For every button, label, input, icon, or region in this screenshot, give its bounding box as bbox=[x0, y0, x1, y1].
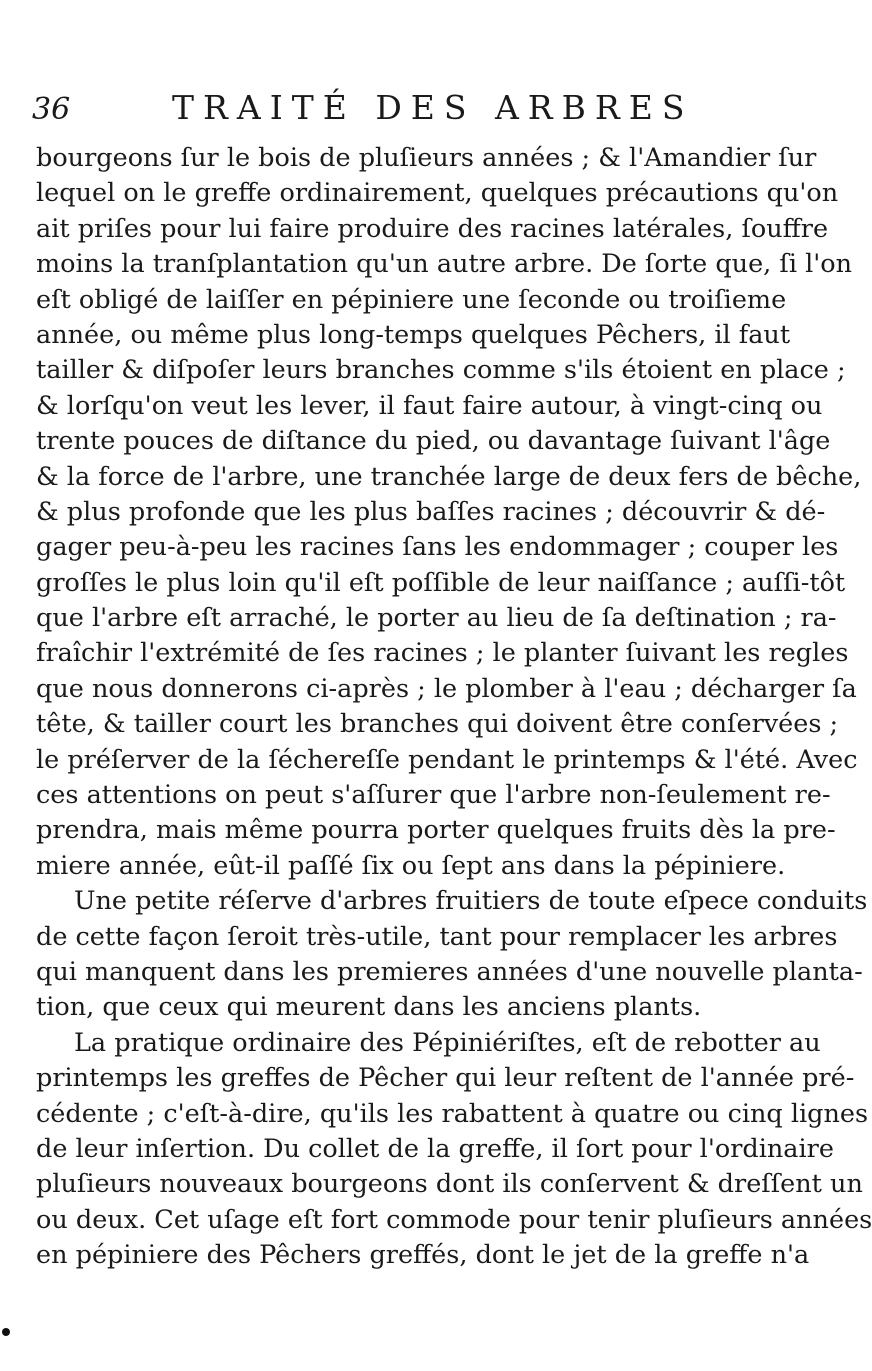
paragraph bbox=[36, 884, 868, 1026]
text-line: qui manquent dans les premieres années d'une nouvelle planta- bbox=[36, 956, 863, 987]
ink-speck bbox=[2, 1328, 10, 1336]
text-line: & lorſqu'on veut les lever, il faut faire autour, à vingt-cinq ou bbox=[36, 390, 823, 421]
text-line: tailler & diſpoſer leurs branches comme s'ils étoient en place ; bbox=[36, 355, 846, 386]
text-line: ou deux. Cet uſage eſt fort commode pour tenir pluſieurs années bbox=[36, 1204, 872, 1235]
text-line: que nous donnerons ci-après ; le plomber à l'eau ; décharger ſa bbox=[36, 673, 857, 704]
text-line: La pratique ordinaire des Pépiniériſtes, eſt de rebotter au bbox=[74, 1027, 821, 1058]
text-line: tion, que ceux qui meurent dans les anciens plants. bbox=[36, 992, 702, 1023]
text-line: ait priſes pour lui faire produire des racines latérales, ſouffre bbox=[36, 213, 829, 244]
text-line: prendra, mais même pourra porter quelques fruits dès la pre- bbox=[36, 815, 836, 846]
text-line: moins la tranſplantation qu'un autre arbre. De ſorte que, ſi l'on bbox=[36, 249, 853, 280]
text-line: Une petite réſerve d'arbres fruitiers de toute eſpece conduits bbox=[74, 886, 868, 917]
text-line: bourgeons ſur le bois de pluſieurs années ; & l'Amandier ſur bbox=[36, 143, 817, 173]
text-line: année, ou même plus long-temps quelques Pêchers, il faut bbox=[36, 319, 791, 350]
text-line: groſſes le plus loin qu'il eſt poſſible de leur naiſſance ; auſſi-tôt bbox=[36, 567, 846, 598]
text-line: miere année, eût-il paſſé ſix ou ſept ans dans la pépiniere. bbox=[36, 850, 786, 881]
text-line: en pépiniere des Pêchers greffés, dont le jet de la greffe n'a bbox=[36, 1240, 810, 1271]
body-text bbox=[36, 141, 872, 1274]
text-line: gager peu-à-peu les racines ſans les endommager ; couper les bbox=[36, 532, 839, 563]
text-line: le préſerver de la ſéchereſſe pendant le printemps & l'été. Avec bbox=[36, 744, 858, 775]
text-line: & plus profonde que les plus baſſes racines ; découvrir & dé- bbox=[36, 496, 826, 527]
paragraph bbox=[36, 1026, 872, 1274]
text-line: tête, & tailler court les branches qui doivent être conſervées ; bbox=[36, 709, 839, 740]
running-title: TRAITÉ DES ARBRES bbox=[172, 88, 694, 127]
text-line: fraîchir l'extrémité de ſes racines ; le planter ſuivant les regles bbox=[36, 638, 849, 669]
text-line: de leur inſertion. Du collet de la greffe, il ſort pour l'ordinaire bbox=[36, 1133, 834, 1164]
text-line: cédente ; c'eſt-à-dire, qu'ils les rabattent à quatre ou cinq lignes bbox=[36, 1098, 869, 1129]
text-line: pluſieurs nouveaux bourgeons dont ils conſervent & dreſſent un bbox=[36, 1169, 863, 1200]
text-line: trente pouces de diſtance du pied, ou davantage ſuivant l'âge bbox=[36, 426, 831, 457]
text-line: ces attentions on peut s'aſſurer que l'arbre non-ſeulement re- bbox=[36, 780, 831, 811]
text-line: printemps les greffes de Pêcher qui leur reſtent de l'année pré- bbox=[36, 1063, 855, 1094]
text-line: eſt obligé de laiſſer en pépiniere une ſeconde ou troiſieme bbox=[36, 284, 787, 315]
text-line: que l'arbre eſt arraché, le porter au lieu de ſa deſtination ; ra- bbox=[36, 603, 837, 634]
page-header bbox=[32, 88, 772, 138]
text-line: & la force de l'arbre, une tranchée large de deux fers de bêche, bbox=[36, 461, 862, 492]
page-number: 36 bbox=[32, 92, 71, 127]
paragraph bbox=[36, 141, 862, 884]
text-line: lequel on le greffe ordinairement, quelques précautions qu'on bbox=[36, 178, 839, 209]
text-line: de cette façon ſeroit très-utile, tant pour remplacer les arbres bbox=[36, 921, 838, 952]
